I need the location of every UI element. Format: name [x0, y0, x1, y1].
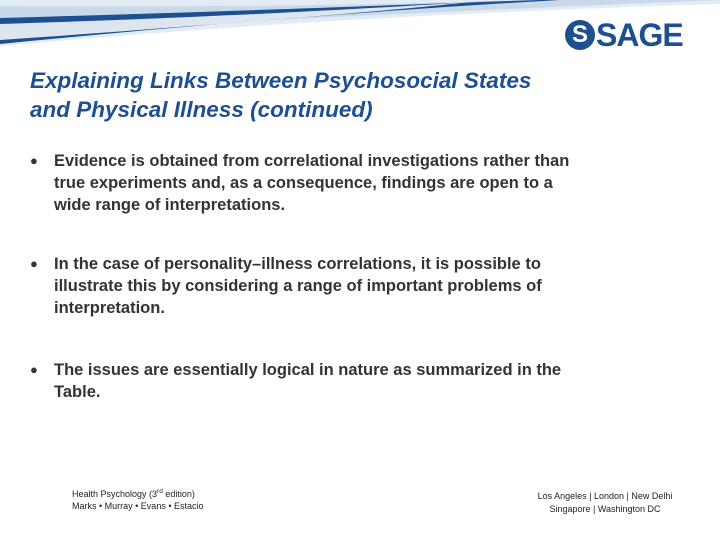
bullet-item: [30, 253, 690, 319]
bullet-line: interpretation.: [54, 299, 165, 317]
footer-book-citation: [72, 486, 203, 512]
footer-locations: [505, 490, 705, 516]
footer-locations-line: Los Angeles | London | New Delhi: [537, 491, 673, 501]
bullet-dot-icon: ●: [30, 256, 38, 271]
bullet-line: In the case of personality–illness correlations, it is possible to: [54, 255, 541, 273]
bullet-dot-icon: ●: [30, 362, 38, 377]
book-title-text: Health Psychology (3: [72, 489, 158, 499]
bullet-line: Table.: [54, 383, 101, 401]
bullet-line: illustrate this by considering a range of important problems of: [54, 277, 542, 295]
slide-title-line: and Physical Illness (continued): [30, 97, 373, 122]
edition-superscript: rd: [157, 488, 163, 495]
slide-title: [30, 66, 550, 124]
sage-logo-text: SAGE: [596, 16, 683, 53]
footer-authors: Marks • Murray • Evans • Estacio: [72, 501, 204, 511]
bullet-text: [54, 150, 569, 216]
bullet-line: The issues are essentially logical in nature as summarized in the: [54, 361, 562, 379]
sage-logo: [565, 18, 683, 52]
bullet-dot-icon: ●: [30, 153, 38, 168]
bullet-text: [54, 253, 542, 319]
slide-title-line: Explaining Links Between Psychosocial States: [30, 68, 532, 93]
bullet-line: Evidence is obtained from correlational investigations rather than: [54, 152, 570, 170]
footer-book-title: [72, 486, 203, 500]
bullet-line: wide range of interpretations.: [54, 196, 286, 214]
bullet-item: [30, 150, 690, 216]
footer-locations-line: Singapore | Washington DC: [549, 504, 661, 514]
edition-text: edition): [162, 489, 195, 499]
bullet-item: [30, 359, 690, 403]
bullet-line: true experiments and, as a consequence, findings are open to a: [54, 174, 553, 192]
sage-logo-mark: S: [565, 20, 595, 50]
bullet-text: [54, 359, 561, 403]
